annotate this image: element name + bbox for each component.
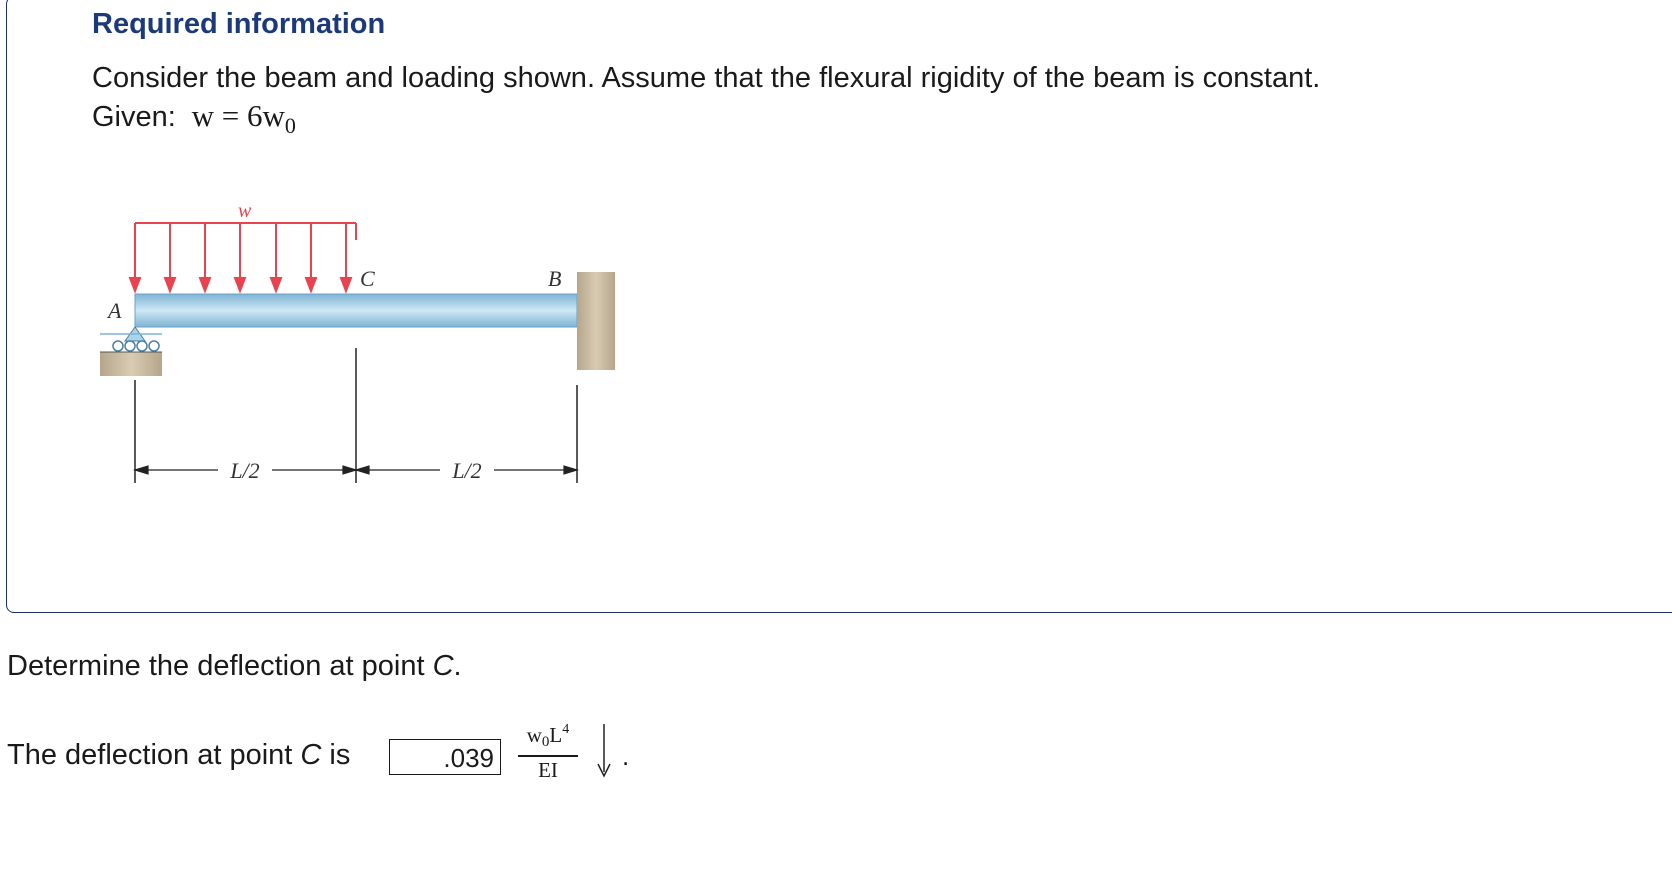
unit-w: w	[526, 723, 542, 747]
beam-figure	[90, 190, 630, 500]
given-label: Given:	[92, 101, 176, 133]
answer-label	[7, 739, 350, 772]
given-equals: =	[221, 98, 240, 133]
point-c-label: C	[360, 266, 375, 291]
distributed-load	[130, 223, 356, 291]
fixed-wall-b	[577, 272, 615, 370]
unit-numerator	[518, 722, 578, 751]
answer-label-text: The deflection at point	[7, 739, 301, 771]
problem-statement: Consider the beam and loading shown. Assume that the flexural rigidity of the beam is constant.	[92, 62, 1321, 94]
unit-fraction-bar	[518, 755, 578, 757]
answer-label-is: is	[321, 739, 351, 771]
dim-left-label: L/2	[230, 458, 260, 483]
question-point: C	[432, 650, 454, 682]
unit-l: L	[549, 723, 563, 747]
question-punct: .	[453, 650, 462, 682]
point-a-label: A	[108, 298, 122, 323]
unit-exp: 4	[562, 722, 570, 737]
question-prompt	[7, 650, 462, 683]
beam	[135, 294, 577, 327]
given-coef: 6w	[247, 98, 285, 133]
deflection-answer-input[interactable]	[389, 739, 501, 775]
down-arrow-icon	[594, 720, 614, 780]
dimension-extension-lines	[135, 348, 577, 483]
answer-label-point: C	[300, 739, 322, 771]
unit-w-sub: 0	[541, 734, 550, 750]
load-label-w: w	[238, 200, 252, 222]
answer-period: .	[622, 741, 630, 771]
roller-support-a	[100, 327, 162, 376]
dim-right-label: L/2	[452, 458, 482, 483]
unit-denominator: EI	[538, 758, 558, 782]
question-text: Determine the deflection at point	[7, 650, 433, 682]
given-sub: 0	[284, 113, 296, 138]
given-lhs: w	[191, 98, 215, 133]
given-line	[92, 98, 296, 139]
required-info-title: Required information	[92, 8, 386, 40]
point-b-label: B	[548, 266, 562, 291]
given-expression	[184, 98, 296, 138]
